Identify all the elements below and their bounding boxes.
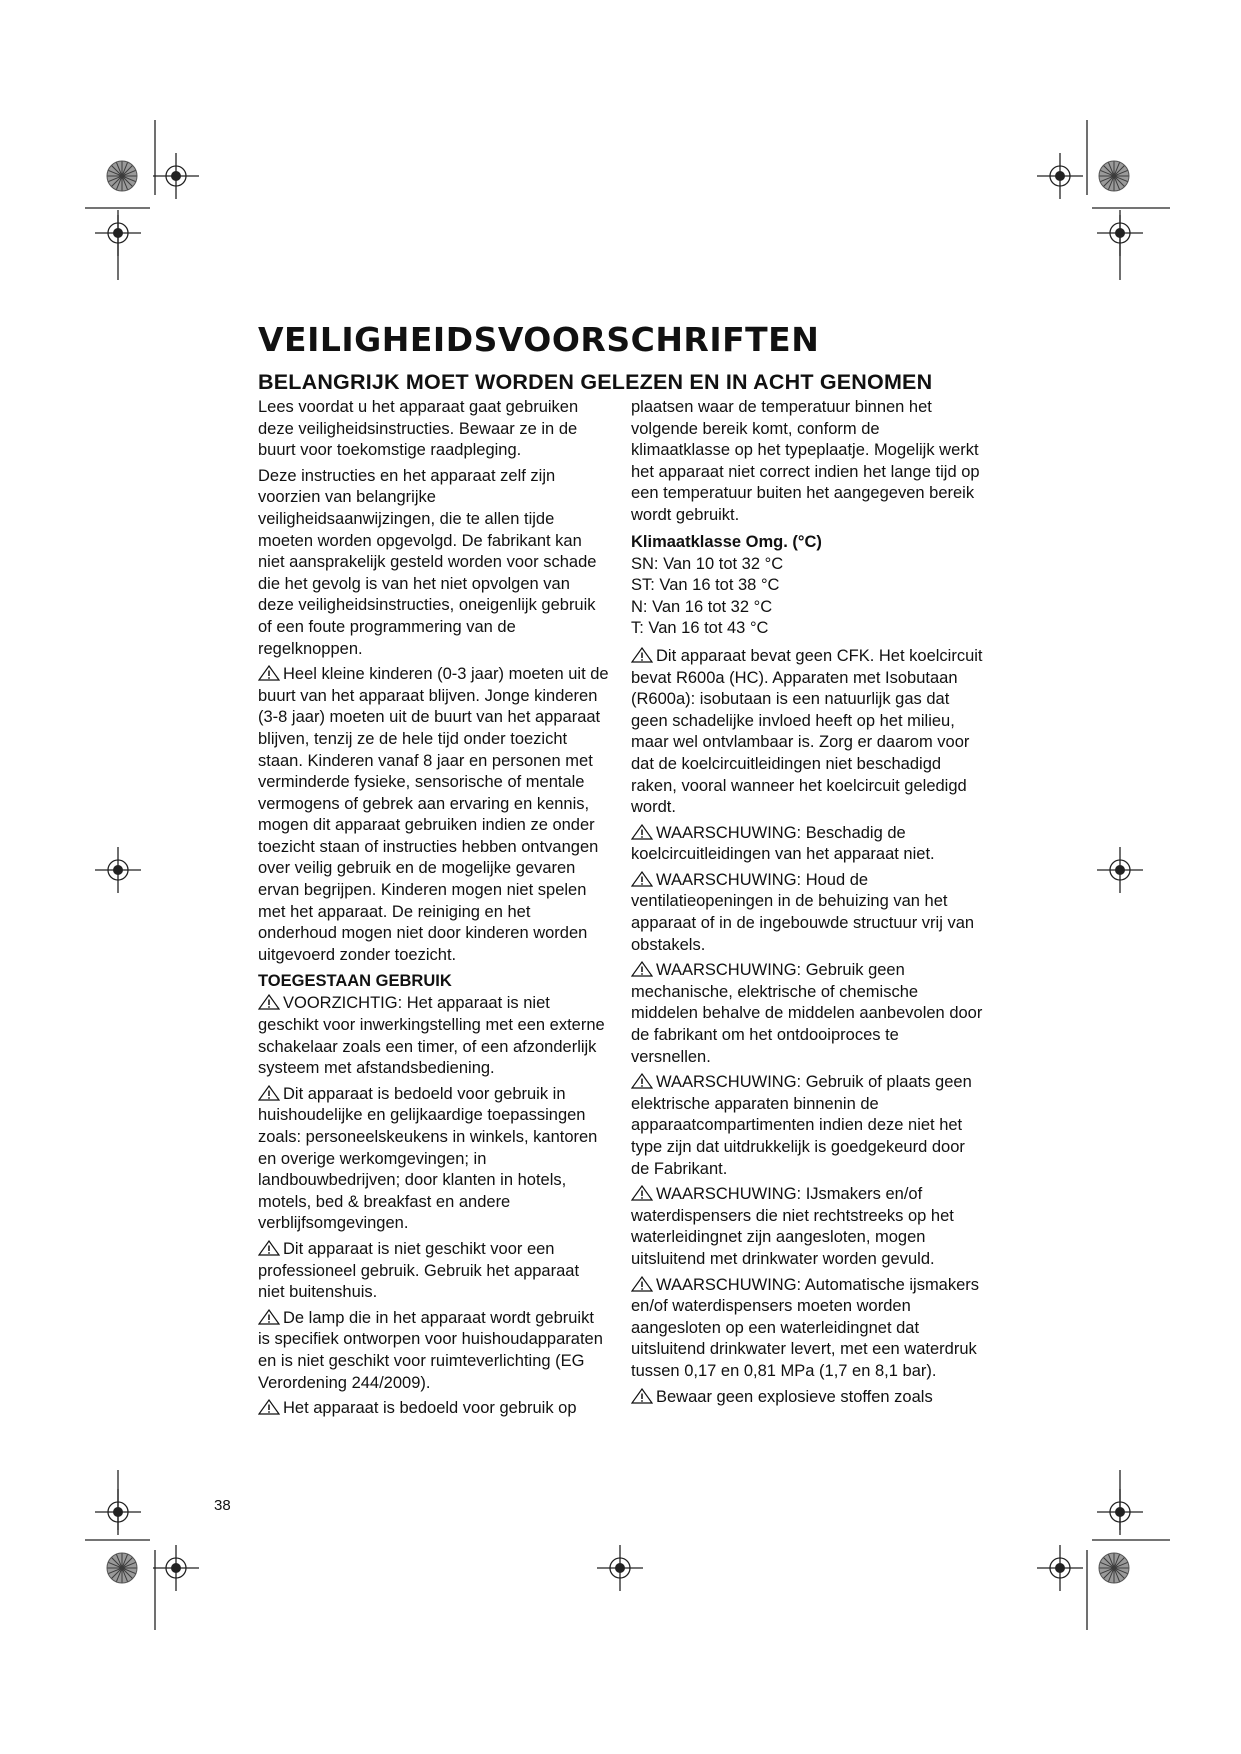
climate-class-st: ST: Van 16 tot 38 °C xyxy=(631,576,780,595)
climate-class-t: T: Van 16 tot 43 °C xyxy=(631,619,769,638)
warning-triangle-icon xyxy=(258,665,280,681)
climate-class-list xyxy=(631,554,983,640)
ice-maker-warning: WAARSCHUWING: IJsmakers en/of waterdispensers die niet rechtstreeks op het waterleidingnet zijn aangesloten, mogen uitsluitend met drinkwater worden gevuld. xyxy=(631,1185,954,1268)
warning-triangle-icon xyxy=(258,1085,280,1101)
section-heading: TOEGESTAAN GEBRUIK xyxy=(258,972,452,991)
page-number: 38 xyxy=(214,1497,231,1514)
warning-triangle-icon xyxy=(258,1309,280,1325)
intro-paragraph: Deze instructies en het apparaat zelf zijn voorzien van belangrijke veiligheidsaanwijzingen, die te allen tijde moeten worden opgevolgd. De fabrikant kan niet aansprakelijk gesteld worden voor schade die het gevolg is van het niet opvolgen van deze veiligheidsinstructies, oneigenlijk gebruik of een foute programmering van de regelknoppen. xyxy=(258,466,597,658)
left-column xyxy=(258,397,610,1424)
intended-use-warning: Het apparaat is bedoeld voor gebruik op xyxy=(258,1398,610,1420)
climate-class-n: N: Van 16 tot 32 °C xyxy=(631,597,773,616)
refrigerant-warning: Dit apparaat bevat geen CFK. Het koelcircuit bevat R600a (HC). Apparaten met Isobutaan (R600a): isobutaan is een natuurlijk gas dat geen schadelijke invloed heeft op het milieu, maar wel ontvlambaar is. Zorg er daarom voor dat de koelcircuitleidingen niet beschadigd raken, vooral wanneer het koelcircuit geledigd wordt. xyxy=(631,646,983,817)
continuation-paragraph: plaatsen waar de temperatuur binnen het volgende bereik komt, conform de klimaatklasse op het typeplaatje. Mogelijk werkt het apparaat niet correct indien het lange tijd op een temperatuur buiten het aangegeven bereik wordt gebruikt. xyxy=(631,398,980,524)
warning-triangle-icon xyxy=(631,1276,653,1292)
warning-triangle-icon xyxy=(631,961,653,977)
caution-warning: VOORZICHTIG: Het apparaat is niet geschikt voor inwerkingstelling met een externe schakelaar zoals een timer, of een afzonderlijk systeem met afstandsbediening. xyxy=(258,994,605,1078)
warning-triangle-icon xyxy=(258,1240,280,1256)
right-column xyxy=(631,397,983,1412)
professional-use-warning: Dit apparaat is niet geschikt voor een professioneel gebruik. Gebruik het apparaat niet buitenshuis. xyxy=(258,1239,580,1302)
climate-class-sn: SN: Van 10 tot 32 °C xyxy=(631,554,784,573)
intro-paragraph: Lees voordat u het apparaat gaat gebruiken deze veiligheidsinstructies. Bewaar ze in de buurt voor toekomstige raadpleging. xyxy=(258,398,579,460)
warning-triangle-icon xyxy=(258,994,280,1010)
damage-warning: WAARSCHUWING: Beschadig de koelcircuitleidingen van het apparaat niet. xyxy=(631,823,935,864)
warning-triangle-icon xyxy=(631,871,653,887)
climate-class-heading: Klimaatklasse Omg. (°C) xyxy=(631,532,822,551)
auto-ice-maker-warning: WAARSCHUWING: Automatische ijsmakers en/of waterdispensers moeten worden aangesloten op een waterleidingnet dat uitsluitend drinkwater levert, met een waterdruk tussen 0,17 en 0,81 MPa (1,7 en 8,1 bar). xyxy=(631,1275,980,1380)
warning-triangle-icon xyxy=(631,647,653,663)
defrost-warning: WAARSCHUWING: Gebruik geen mechanische, elektrische of chemische middelen behalve de middelen aanbevolen door de fabrikant om het ontdooiproces te versnellen. xyxy=(631,961,983,1066)
warning-triangle-icon xyxy=(631,1073,653,1089)
warning-triangle-icon xyxy=(258,1399,280,1415)
warning-triangle-icon xyxy=(631,824,653,840)
explosive-warning: Bewaar geen explosieve stoffen zoals xyxy=(631,1387,983,1409)
electric-appliance-warning: WAARSCHUWING: Gebruik of plaats geen elektrische apparaten binnenin de apparaatcompartimenten indien deze niet het type zijn dat uitdrukkelijk is goedgekeurd door de Fabrikant. xyxy=(631,1073,972,1178)
lamp-warning: De lamp die in het apparaat wordt gebruikt is specifiek ontworpen voor huishoudapparaten en is niet geschikt voor ruimteverlichting (EG Verordening 244/2009). xyxy=(258,1308,603,1392)
warning-triangle-icon xyxy=(631,1388,653,1404)
page-subtitle: BELANGRIJK MOET WORDEN GELEZEN EN IN ACHT GENOMEN xyxy=(258,370,933,394)
household-use-warning: Dit apparaat is bedoeld voor gebruik in huishoudelijke en gelijkaardige toepassingen zoals: personeelskeukens in winkels, kantoren en overige werkomgevingen; in landbouwbedrijven; door klanten in hotels, motels, bed & breakfast en andere verblijfsomgevingen. xyxy=(258,1084,598,1233)
warning-triangle-icon xyxy=(631,1185,653,1201)
children-warning: Heel kleine kinderen (0-3 jaar) moeten uit de buurt van het apparaat blijven. Jonge kinderen (3-8 jaar) moeten uit de buurt van het apparaat blijven, tenzij ze de hele tijd onder toezicht staan. Kinderen vanaf 8 jaar en personen met verminderde fysieke, sensorische of mentale vermogens of gebrek aan ervaring en kennis, mogen dit apparaat gebruiken indien ze onder toezicht staan of instructies hebben ontvangen over veilig gebruik en de mogelijke gevaren ervan begrijpen. Kinderen mogen niet spelen met het apparaat. De reiniging en het onderhoud mogen niet door kinderen worden uitgevoerd zonder toezicht. xyxy=(258,665,609,964)
page-title: VEILIGHEIDSVOORSCHRIFTEN xyxy=(258,320,820,359)
ventilation-warning: WAARSCHUWING: Houd de ventilatieopeningen in de behuizing van het apparaat of in de ingebouwde structuur vrij van obstakels. xyxy=(631,870,975,954)
